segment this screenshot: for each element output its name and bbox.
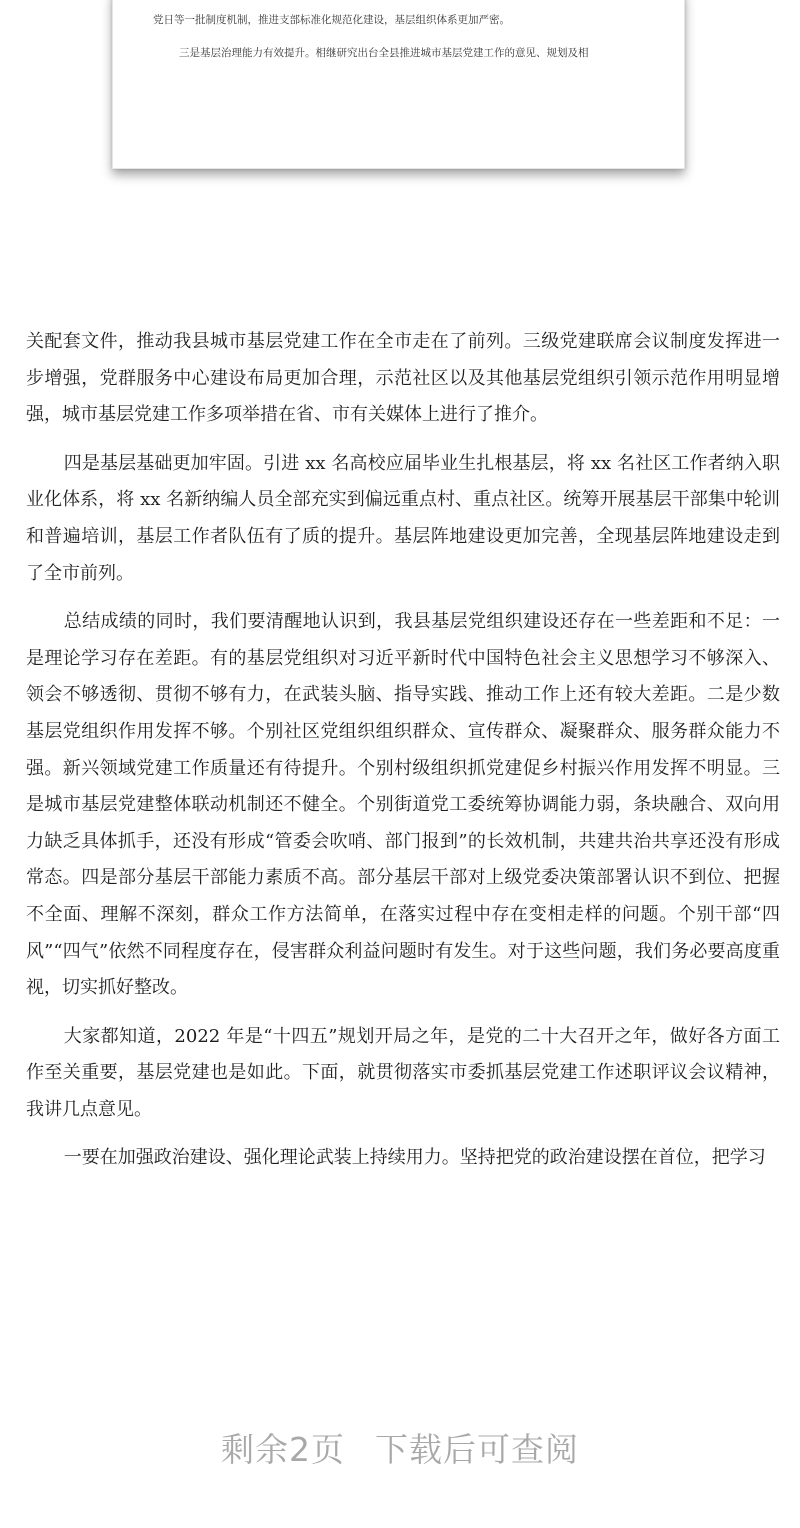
download-hint: 下载后可查阅 (375, 1430, 579, 1469)
paragraph: 一要在加强政治建设、强化理论武装上持续用力。坚持把党的政治建设摆在首位，把学习 (63, 1147, 766, 1169)
preview-line: 党日等一批制度机制，推进支部标准化规范化建设，基层组织体系更加严密。 (153, 14, 510, 26)
paragraph: 大家都知道，2022 年是“十四五”规划开局之年，是党的二十大召开之年，做好各方面工作至关重要，基层党建也是如此。下面，就贯彻落实市委抓基层党建工作述职评议会议精神，我讲几点意见。 (26, 1025, 780, 1120)
remaining-pages-count: 剩余2页 (221, 1430, 345, 1469)
paragraph: 关配套文件，推动我县城市基层党建工作在全市走在了前列。三级党建联席会议制度发挥进一步增强，党群服务中心建设布局更加合理，示范社区以及其他基层党组织引领示范作用明显增强，城市基层党建工作多项举措在省、市有关媒体上进行了推介。 (26, 331, 780, 426)
preview-line: 三是基层治理能力有效提升。相继研究出台全县推进城市基层党建工作的意见、规划及相 (179, 47, 589, 59)
page-preview-card (112, 0, 685, 169)
paragraph: 四是基层基础更加牢固。引进 xx 名高校应届毕业生扎根基层，将 xx 名社区工作者纳入职业化体系，将 xx 名新纳编人员全部充实到偏远重点村、重点社区。统筹开展基层干部集中轮训和普遍培训，基层工作者队伍有了质的提升。基层阵地建设更加完善，全现基层阵地建设走到了全市前列。 (26, 452, 780, 584)
remaining-pages-banner[interactable] (0, 1424, 800, 1471)
document-body (26, 324, 780, 1189)
paragraph: 总结成绩的同时，我们要清醒地认识到，我县基层党组织建设还存在一些差距和不足：一是理论学习存在差距。有的基层党组织对习近平新时代中国特色社会主义思想学习不够深入、领会不够透彻、贯彻不够有力，在武装头脑、指导实践、推动工作上还有较大差距。二是少数基层党组织作用发挥不够。个别社区党组织组织群众、宣传群众、凝聚群众、服务群众能力不强。新兴领域党建工作质量还有待提升。个别村级组织抓党建促乡村振兴作用发挥不明显。三是城市基层党建整体联动机制还不健全。个别街道党工委统筹协调能力弱，条块融合、双向用力缺乏具体抓手，还没有形成“管委会吹哨、部门报到”的长效机制，共建共治共享还没有形成常态。四是部分基层干部能力素质不高。部分基层干部对上级党委决策部署认识不到位、把握不全面、理解不深刻，群众工作方法简单，在落实过程中存在变相走样的问题。个别干部“四风”“四气”依然不同程度存在，侵害群众利益问题时有发生。对于这些问题，我们务必要高度重视，切实抓好整改。 (26, 611, 780, 999)
